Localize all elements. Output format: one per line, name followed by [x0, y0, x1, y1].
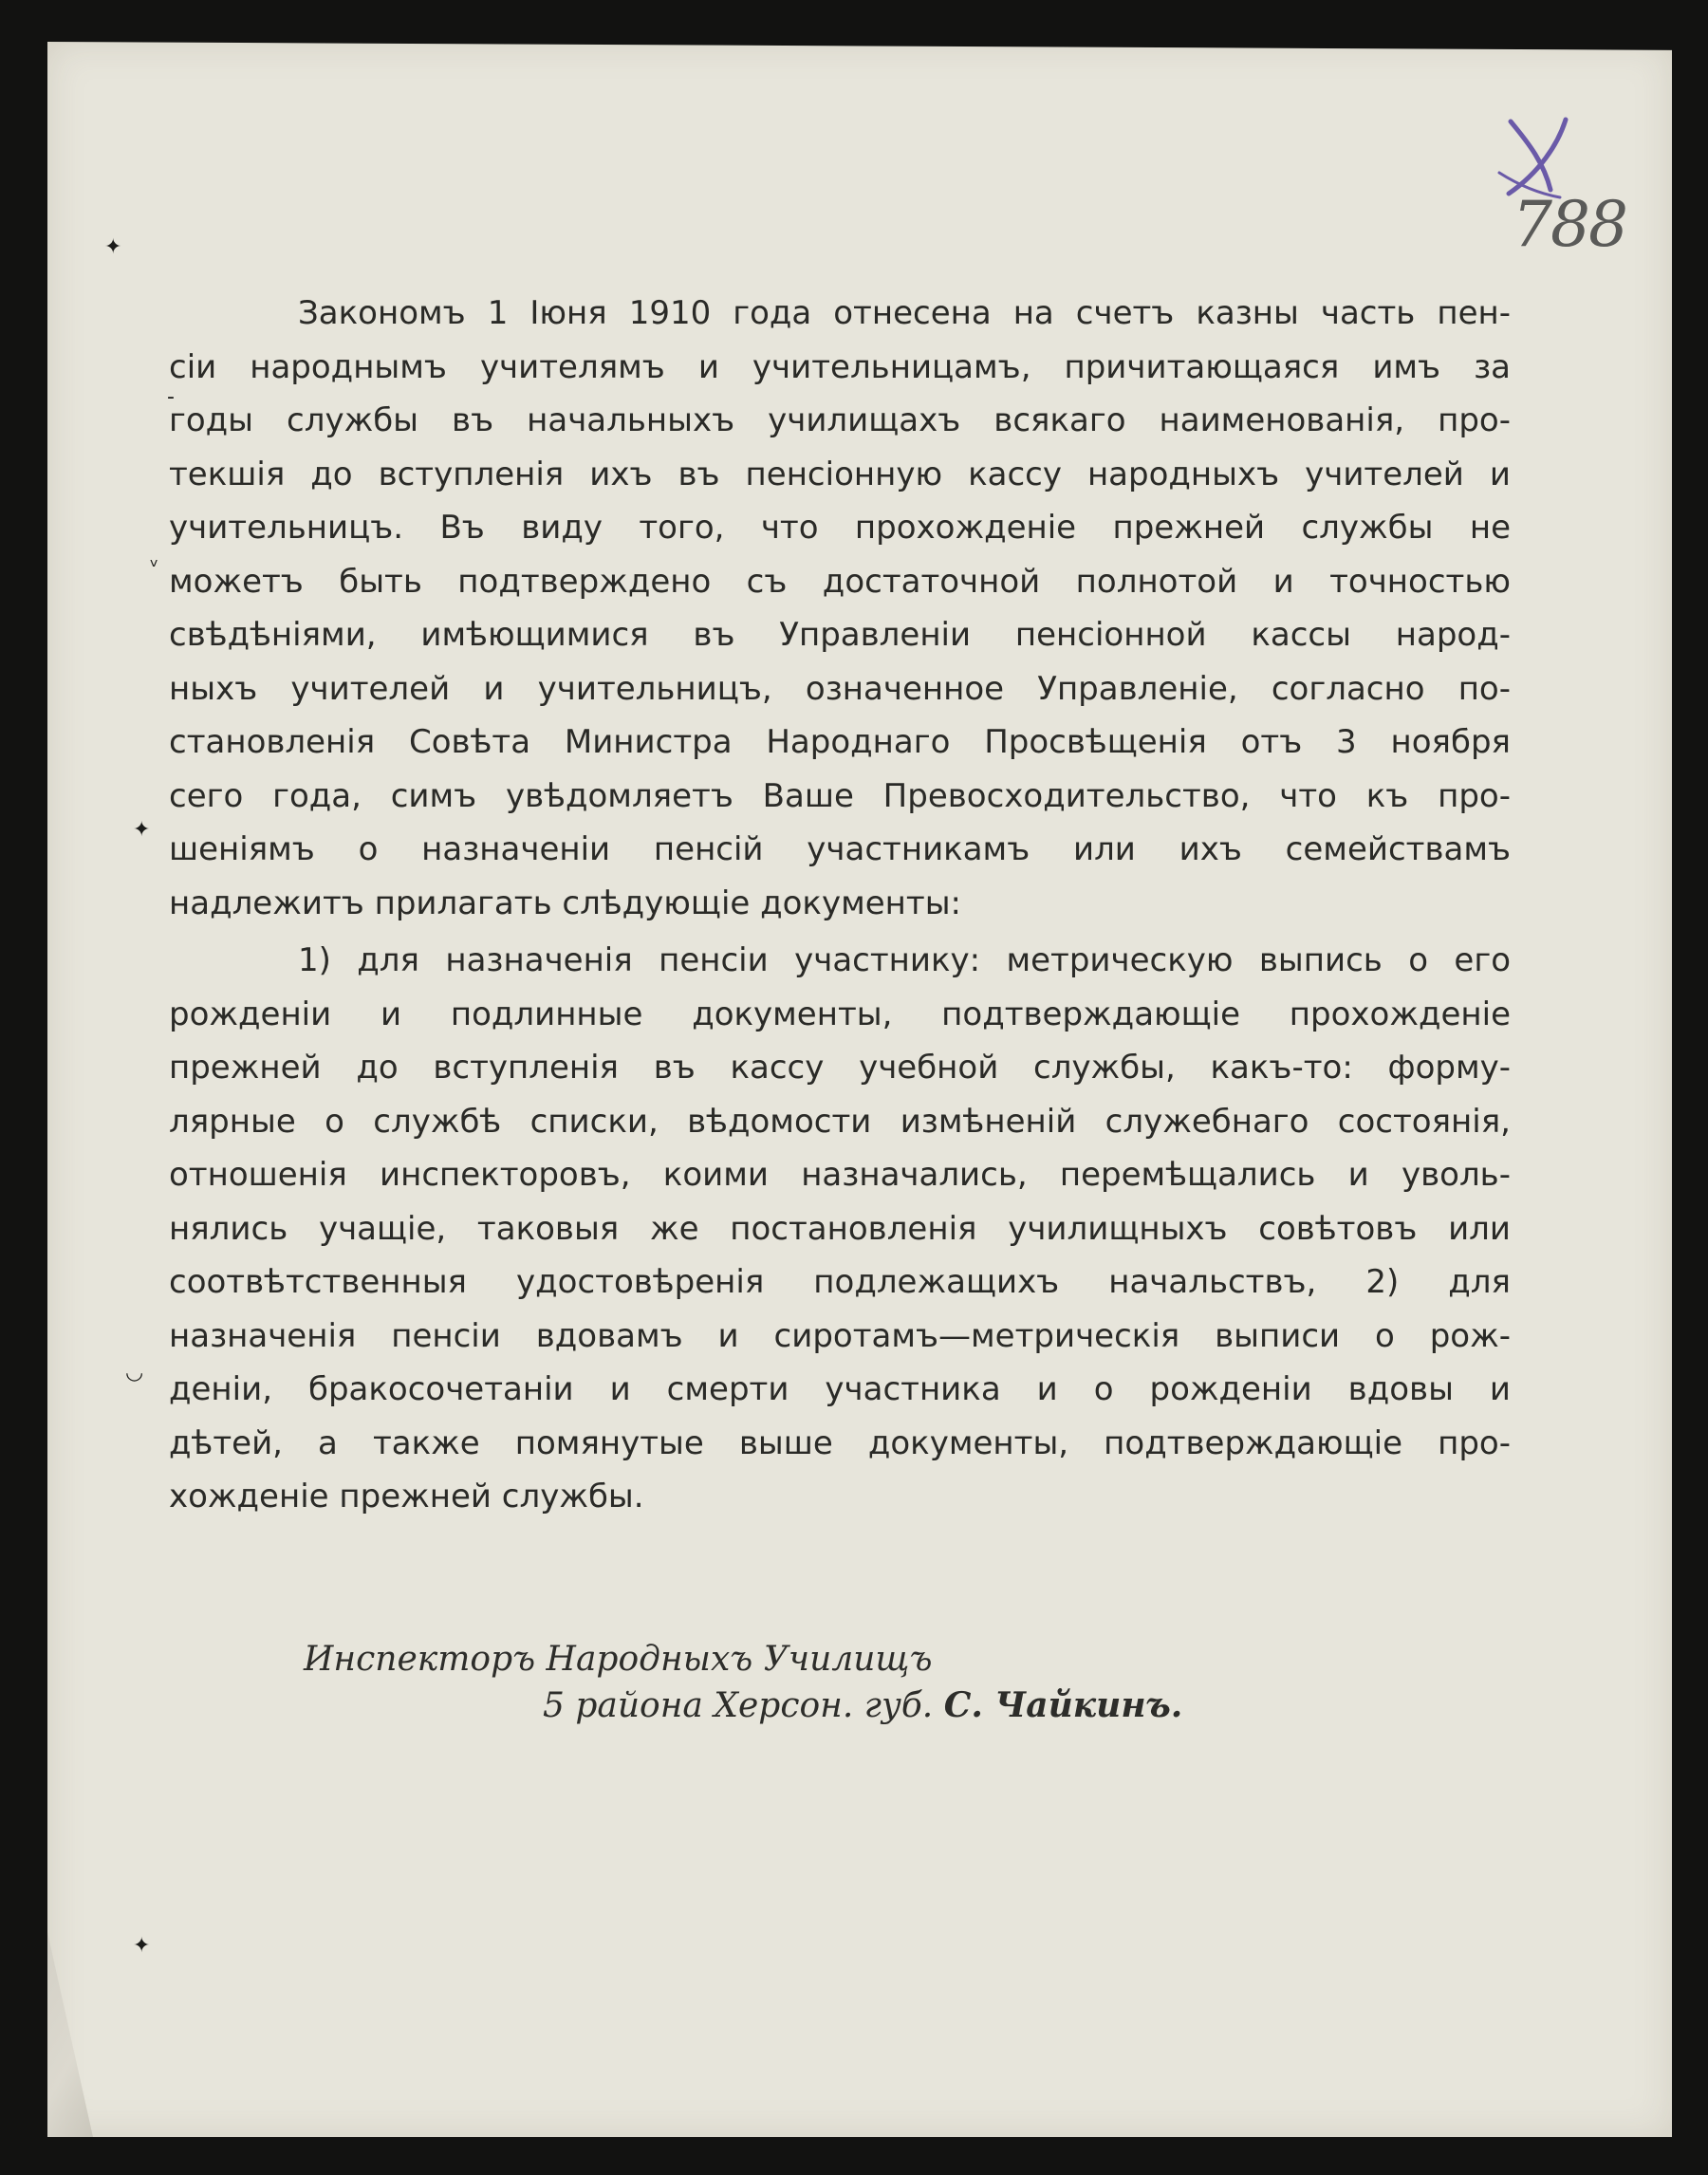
text-line: 1) для назначенія пенсіи участнику: метрическую выпись о его: [298, 941, 1511, 979]
binding-hole-mark: ✦: [133, 1934, 151, 1958]
text-line: текшія до вступленія ихъ въ пенсіонную кассу народныхъ учителей и: [169, 455, 1511, 493]
text-line: становленія Совѣта Министра Народнаго Просвѣщенія отъ 3 ноября: [169, 723, 1511, 761]
text-line: дѣтей, а также помянутые выше документы, подтверждающіе про-: [169, 1423, 1511, 1462]
binding-hole-mark: -: [167, 385, 175, 409]
text-line: деніи, бракосочетаніи и смерти участника и о рожденіи вдовы и: [169, 1370, 1511, 1408]
binding-hole-mark: ᵥ: [150, 548, 159, 572]
paragraph-1: [169, 287, 1511, 930]
text-line: лярные о службѣ списки, вѣдомости измѣненій служебнаго состоянія,: [169, 1102, 1511, 1141]
text-line: нялись учащіе, таковыя же постановленія училищныхъ совѣтовъ или: [169, 1209, 1511, 1248]
text-line: прежней до вступленія въ кассу учебной службы, какъ-то: форму-: [169, 1049, 1511, 1087]
text-line: рожденіи и подлинные документы, подтверждающіе прохожденіе: [169, 995, 1511, 1033]
text-line: ныхъ учителей и учительницъ, означенное Управленіе, согласно по-: [169, 669, 1511, 708]
document-body: [169, 287, 1511, 1524]
paragraph-2: [169, 934, 1511, 1524]
archive-number: 788: [1513, 188, 1626, 261]
binding-hole-mark: ✦: [104, 235, 122, 259]
signature-district: 5 района Херсон. губ.: [543, 1686, 934, 1725]
text-line: сего года, симъ увѣдомляетъ Ваше Превосходительство, что къ про-: [169, 776, 1511, 815]
text-line: шеніямъ о назначеніи пенсій участникамъ или ихъ семействамъ: [169, 830, 1511, 868]
text-line: соотвѣтственныя удостовѣренія подлежащихъ начальствъ, 2) для: [169, 1263, 1511, 1301]
text-line: учительницъ. Въ виду того, что прохожденіе прежней службы не: [169, 509, 1511, 547]
archive-number-mark: [1492, 106, 1634, 287]
text-line: Закономъ 1 Іюня 1910 года отнесена на счетъ казны часть пен-: [298, 294, 1511, 332]
binding-hole-mark: ✦: [133, 818, 151, 842]
text-line: отношенія инспекторовъ, коими назначались, перемѣщались и уволь-: [169, 1156, 1511, 1194]
signature-line: [543, 1685, 1182, 1725]
text-line: хожденіе прежней службы.: [169, 1478, 644, 1515]
text-line: годы службы въ начальныхъ училищахъ всякаго наименованія, про-: [169, 401, 1511, 439]
text-line: назначенія пенсіи вдовамъ и сиротамъ—метрическія выписи о рож-: [169, 1316, 1511, 1355]
text-line: надлежитъ прилагать слѣдующіе документы:: [169, 883, 961, 922]
text-line: сіи народнымъ учителямъ и учительницамъ, причитающаяся имъ за: [169, 347, 1511, 386]
signature-title: Инспекторъ Народныхъ Училищъ: [304, 1640, 933, 1679]
signature-name: С. Чайкинъ.: [943, 1685, 1183, 1725]
text-line: свѣдѣніями, имѣющимися въ Управленіи пенсіонной кассы народ-: [169, 616, 1511, 654]
text-line: можетъ быть подтверждено съ достаточной полнотой и точностью: [169, 562, 1511, 601]
binding-hole-mark: ◡: [125, 1361, 144, 1385]
